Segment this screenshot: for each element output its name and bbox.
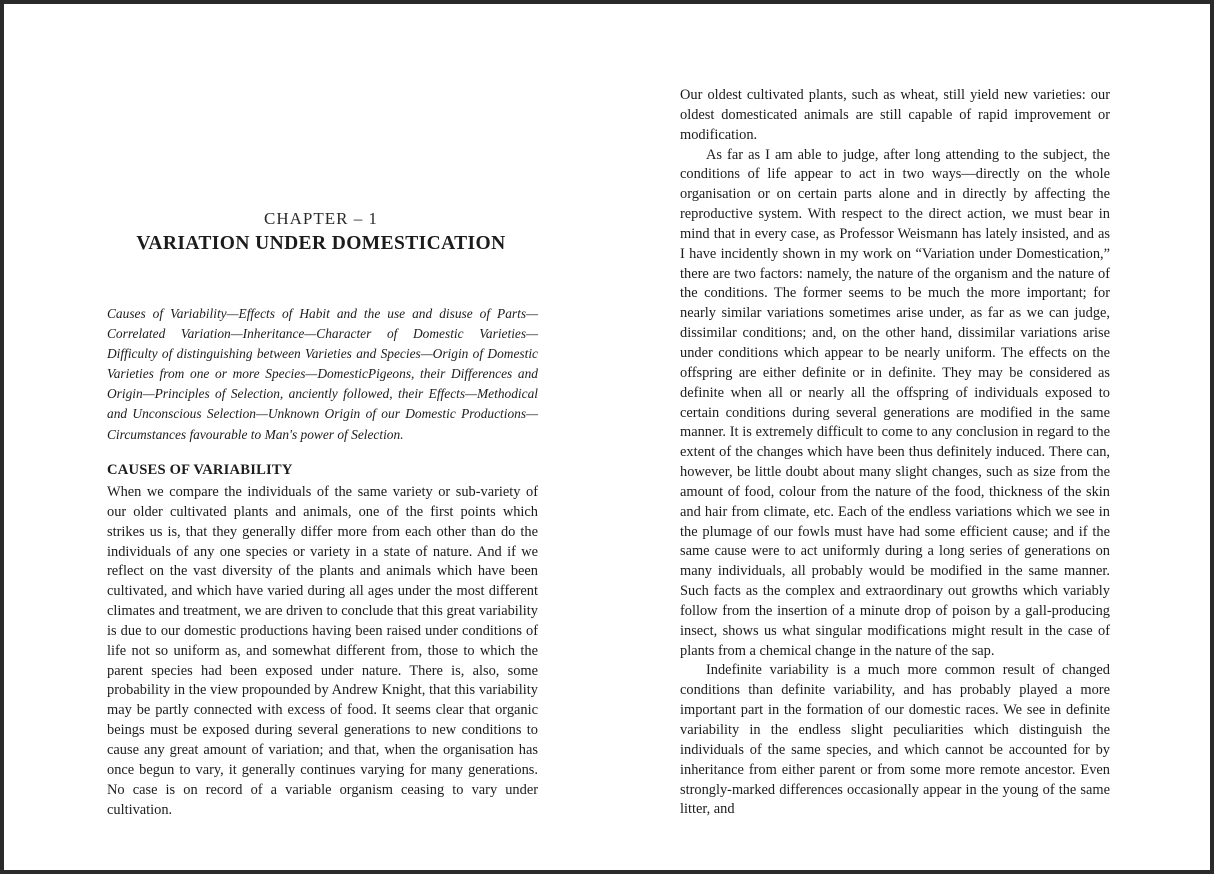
right-page-text: [680, 86, 1110, 820]
book-spread: [4, 4, 1210, 870]
body-paragraph: Our oldest cultivated plants, such as wheat, still yield new varieties: our oldest domesticated animals are still capable of rapid improvement or modification.: [680, 87, 1110, 143]
section-heading: CAUSES OF VARIABILITY: [107, 462, 293, 478]
right-page: [607, 4, 1210, 870]
chapter-summary: Causes of Variability—Effects of Habit and the use and disuse of Parts—Correlated Variation—Inheritance—Character of Domestic Varieties—Difficulty of distinguishing between Varieties and Species—Origin of Domestic Varieties from one or more Species—DomesticPigeons, their Differences and Origin—Principles of Selection, anciently followed, their Effects—Methodical and Unconscious Selection—Unknown Origin of our Domestic Productions—Circumstances favourable to Man's power of Selection.: [107, 306, 538, 442]
body-paragraph: As far as I am able to judge, after long attending to the subject, the conditions of life appear to act in two ways—directly on the whole organisation or on certain parts alone and in directly by affecting the reproductive system. With respect to the direct action, we must bear in mind that in every case, as Professor Weismann has lately insisted, and as I have incidently shown in my work on “Variation under Domestication,” there are two factors: namely, the nature of the organism and the nature of the conditions. The former seems to be much the more important; for nearly similar variations sometimes arise under, as far as we can judge, dissimilar conditions; and, on the other hand, dissimilar variations arise under conditions which appear to be nearly uniform. The effects on the offspring are either definite or in definite. They may be considered as definite when all or nearly all the offspring of individuals exposed to certain conditions during several generations are modified in the same manner. It is extremely difficult to come to any conclusion in regard to the extent of the changes which have been thus definitely induced. There can, however, be little doubt about many slight changes, such as size from the amount of food, colour from the nature of the food, thickness of the skin and hair from climate, etc. Each of the endless variations which we see in the plumage of our fowls must have had some efficient cause; and if the same cause were to act uniformly during a long series of generations on many individuals, all probably would be modified in the same manner. Such facts as the complex and extraordinary out growths which variably follow from the insertion of a minute drop of poison by a gall-producing insect, shows us what singular modifications might result in the case of plants from a chemical change in the nature of the sap.: [680, 146, 1110, 659]
left-page: [4, 4, 607, 870]
body-paragraph: When we compare the individuals of the same variety or sub-variety of our older cultivated plants and animals, one of the first points which strikes us is, that they generally differ more from each other than do the individuals of any one species or variety in a state of nature. And if we reflect on the vast diversity of the plants and animals which have been cultivated, and which have varied during all ages under the most different climates and treatment, we are driven to conclude that this great variability is due to our domestic productions having been raised under conditions of life not so uniform as, and somewhat different from, those to which the parent species had been exposed under nature. There is, also, some probability in the view propounded by Andrew Knight, that this variability may be partly connected with excess of food. It seems clear that organic beings must be exposed during several generations to new conditions to cause any great amount of variation; and that, when the organisation has once begun to vary, it generally continues varying for many generations. No case is on record of a variable organism ceasing to vary under cultivation.: [107, 484, 538, 818]
chapter-title: VARIATION UNDER DOMESTICATION: [136, 233, 506, 254]
chapter-number: CHAPTER – 1: [264, 209, 378, 228]
body-paragraph: Indefinite variability is a much more common result of changed conditions than definite variability, and has probably played a more important part in the formation of our domestic races. We see in definite variability in the endless slight peculiarities which distinguish the individuals of the same species, and which cannot be accounted for by inheritance from either parent or from some more remote ancestor. Even strongly-marked differences occasionally appear in the young of the same litter, and: [680, 662, 1110, 818]
chapter-heading: [104, 208, 538, 257]
